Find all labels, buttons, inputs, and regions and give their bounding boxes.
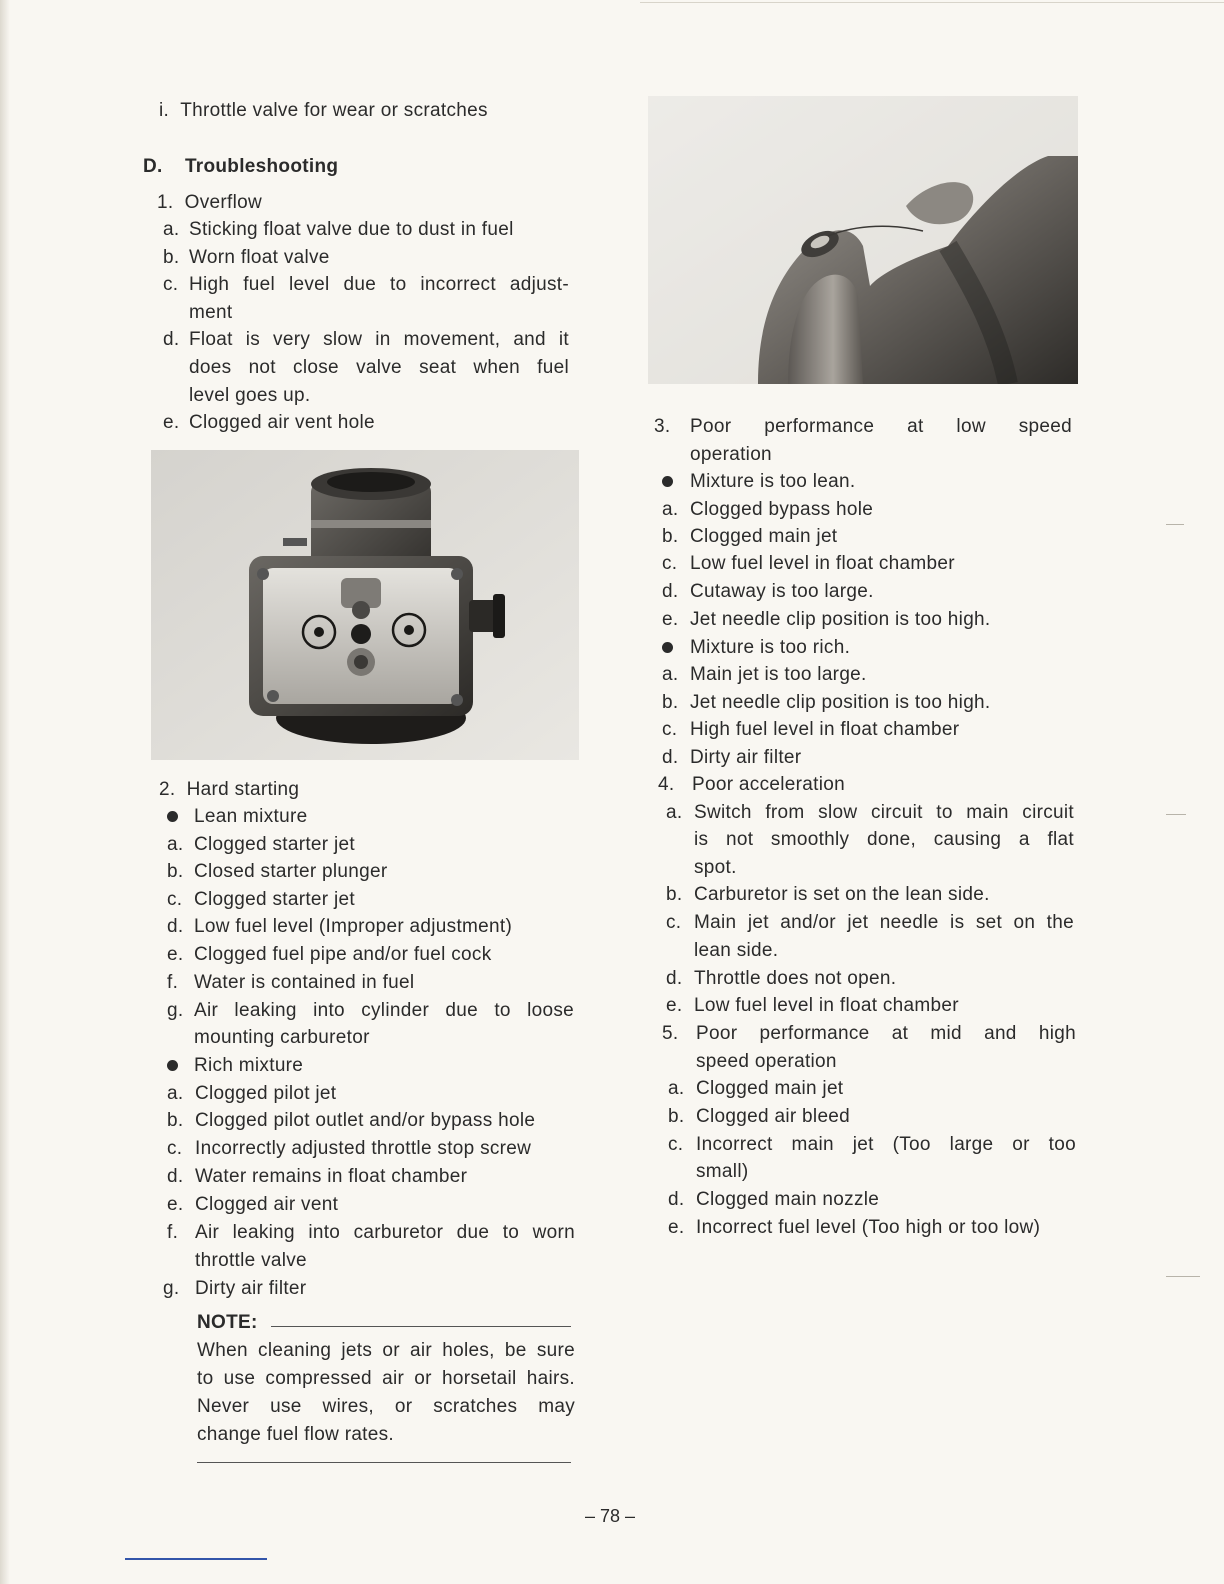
section-heading-troubleshooting: D. Troubleshooting <box>143 156 339 177</box>
list-item: Clogged starter jet <box>194 889 355 910</box>
rich-mixture-title: Rich mixture <box>194 1055 304 1076</box>
note-text-line: When cleaning jets or air holes, be sure <box>197 1340 575 1361</box>
list-item: Cutaway is too large. <box>690 581 874 602</box>
subsection-hard-starting: 2. Hard starting <box>159 779 300 800</box>
too-lean-title: Mixture is too lean. <box>690 471 856 492</box>
list-item: Sticking float valve due to dust in fuel <box>189 219 514 240</box>
list-item: c. <box>666 912 682 933</box>
list-item: Low fuel level in float chamber <box>690 553 955 574</box>
list-item: Incorrect fuel level (Too high or too low) <box>696 1217 1041 1238</box>
list-item: Water remains in float chamber <box>195 1166 468 1187</box>
list-item: d. <box>163 329 180 350</box>
list-item: d. <box>167 916 184 937</box>
list-item: Clogged starter jet <box>194 834 355 855</box>
list-item: d. <box>662 747 679 768</box>
list-item: spot. <box>694 857 737 878</box>
note-bottom-rule <box>197 1462 571 1463</box>
subsection-marker: 4. <box>658 774 675 795</box>
list-item: High fuel level in float chamber <box>690 719 960 740</box>
list-item: level goes up. <box>189 385 311 406</box>
list-item: Dirty air filter <box>195 1278 307 1299</box>
list-item: e. <box>666 995 683 1016</box>
list-item: f. <box>167 1222 179 1243</box>
note-text-line: change fuel flow rates. <box>197 1424 395 1445</box>
jet-cleaning-photo <box>648 96 1078 384</box>
too-rich-title: Mixture is too rich. <box>690 637 851 658</box>
list-item: Water is contained in fuel <box>194 972 415 993</box>
list-item: Switch from slow circuit to main circuit <box>694 802 1074 823</box>
subsection-mid-high-title: speed operation <box>696 1051 837 1072</box>
list-item: Clogged main jet <box>696 1078 844 1099</box>
list-item: a. <box>163 219 180 240</box>
list-item: a. <box>662 664 679 685</box>
list-item: Closed starter plunger <box>194 861 388 882</box>
note-top-rule <box>271 1326 571 1327</box>
list-item: Worn float valve <box>189 247 330 268</box>
margin-mark <box>1166 524 1184 525</box>
list-item: c. <box>167 1138 183 1159</box>
list-item: f. <box>167 972 179 993</box>
list-item: e. <box>167 944 184 965</box>
list-item: c. <box>167 889 183 910</box>
carburetor-float-chamber-photo <box>151 450 579 760</box>
list-item: d. <box>666 968 683 989</box>
check-item-i: i. Throttle valve for wear or scratches <box>159 100 488 121</box>
list-item: b. <box>662 526 679 547</box>
list-item: e. <box>167 1194 184 1215</box>
list-item: d. <box>167 1166 184 1187</box>
note-label: NOTE: <box>197 1312 258 1333</box>
list-item: Jet needle clip position is too high. <box>690 692 991 713</box>
list-item: Clogged pilot outlet and/or bypass hole <box>195 1110 536 1131</box>
page-edge-shadow <box>0 0 10 1584</box>
list-item: Incorrectly adjusted throttle stop screw <box>195 1138 532 1159</box>
lean-mixture-title: Lean mixture <box>194 806 308 827</box>
page-number: – 78 – <box>584 1506 636 1526</box>
list-item: e. <box>662 609 679 630</box>
subsection-low-speed-title: Poor performance at low speed <box>690 416 1072 437</box>
list-item: d. <box>662 581 679 602</box>
subsection-mid-high-title: Poor performance at mid and high <box>696 1023 1076 1044</box>
list-item: Air leaking into carburetor due to worn <box>195 1222 575 1243</box>
list-item: lean side. <box>694 940 779 961</box>
margin-mark <box>1166 814 1186 815</box>
list-item: a. <box>167 834 184 855</box>
list-item: Clogged pilot jet <box>195 1083 337 1104</box>
list-item: b. <box>668 1106 685 1127</box>
bullet-too-rich <box>662 637 673 659</box>
list-item: Clogged main jet <box>690 526 838 547</box>
bullet-rich-mixture <box>167 1055 178 1077</box>
list-item: ment <box>189 302 233 323</box>
note-text-line: Never use wires, or scratches may <box>197 1396 575 1417</box>
list-item: g. <box>167 1000 184 1021</box>
list-item: g. <box>163 1278 180 1299</box>
list-item: b. <box>167 861 184 882</box>
list-item: e. <box>163 412 180 433</box>
list-item: b. <box>662 692 679 713</box>
list-item: small) <box>696 1161 749 1182</box>
list-item: mounting carburetor <box>194 1027 370 1048</box>
list-item: Incorrect main jet (Too large or too <box>696 1134 1076 1155</box>
list-item: a. <box>666 802 683 823</box>
bullet-icon <box>662 642 673 653</box>
bullet-icon <box>167 1060 178 1071</box>
top-edge-line <box>640 2 1224 3</box>
margin-mark <box>1166 1276 1200 1277</box>
list-item: Clogged fuel pipe and/or fuel cock <box>194 944 492 965</box>
list-item: Dirty air filter <box>690 747 802 768</box>
list-item: Throttle does not open. <box>694 968 897 989</box>
list-item: b. <box>167 1110 184 1131</box>
list-item: Float is very slow in movement, and it <box>189 329 569 350</box>
bullet-lean-mixture <box>167 806 178 828</box>
list-item: c. <box>662 719 678 740</box>
list-item: e. <box>668 1217 685 1238</box>
list-item: b. <box>666 884 683 905</box>
list-item: a. <box>662 499 679 520</box>
list-item: c. <box>662 553 678 574</box>
list-item: c. <box>668 1134 684 1155</box>
list-item: is not smoothly done, causing a flat <box>694 829 1074 850</box>
list-item: Jet needle clip position is too high. <box>690 609 991 630</box>
list-item: a. <box>668 1078 685 1099</box>
bullet-too-lean <box>662 471 673 493</box>
list-item: Main jet and/or jet needle is set on the <box>694 912 1074 933</box>
subsection-acceleration-title: Poor acceleration <box>692 774 845 795</box>
list-item: Clogged air vent hole <box>189 412 375 433</box>
list-item: Clogged air vent <box>195 1194 339 1215</box>
list-item: a. <box>167 1083 184 1104</box>
list-item: Clogged air bleed <box>696 1106 851 1127</box>
list-item: Air leaking into cylinder due to loose <box>194 1000 574 1021</box>
list-item: High fuel level due to incorrect adjust- <box>189 274 569 295</box>
subsection-overflow: 1. Overflow <box>157 192 262 213</box>
note-text-line: to use compressed air or horsetail hairs. <box>197 1368 575 1389</box>
bottom-underline-link <box>125 1558 267 1560</box>
list-item: Main jet is too large. <box>690 664 867 685</box>
list-item: b. <box>163 247 180 268</box>
list-item: d. <box>668 1189 685 1210</box>
subsection-low-speed-title: operation <box>690 444 772 465</box>
subsection-marker: 3. <box>654 416 671 437</box>
bullet-icon <box>167 811 178 822</box>
list-item: Low fuel level (Improper adjustment) <box>194 916 513 937</box>
list-item: Low fuel level in float chamber <box>694 995 959 1016</box>
bullet-icon <box>662 476 673 487</box>
list-item: Clogged bypass hole <box>690 499 874 520</box>
list-item: Clogged main nozzle <box>696 1189 880 1210</box>
subsection-marker: 5. <box>662 1023 679 1044</box>
list-item: Carburetor is set on the lean side. <box>694 884 990 905</box>
list-item: c. <box>163 274 179 295</box>
list-item: throttle valve <box>195 1250 307 1271</box>
list-item: does not close valve seat when fuel <box>189 357 569 378</box>
